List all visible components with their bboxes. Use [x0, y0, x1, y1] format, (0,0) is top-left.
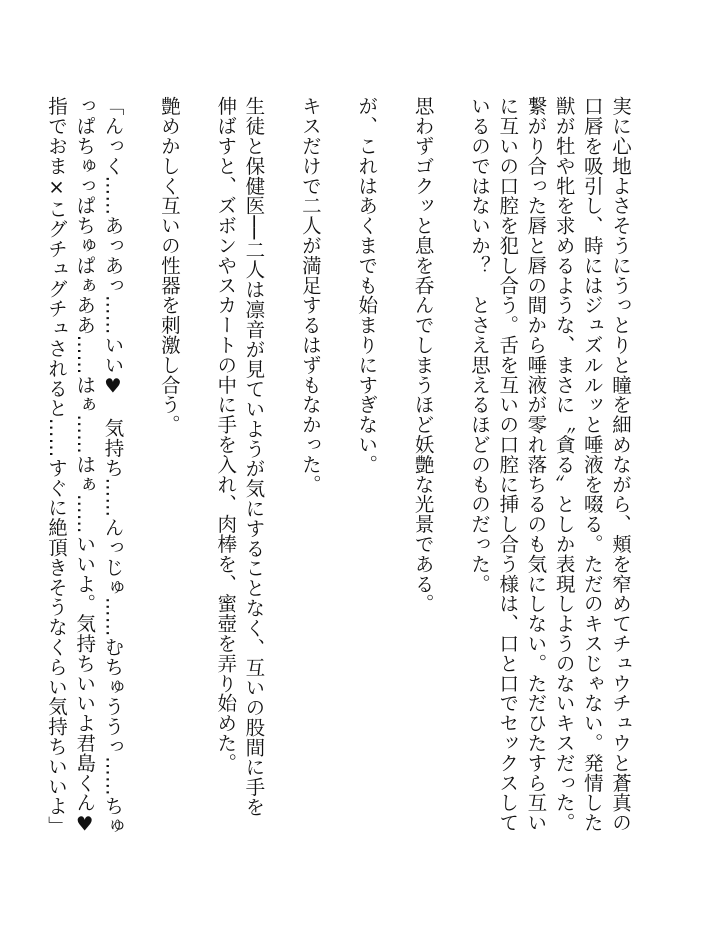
blank-line: [183, 96, 211, 836]
paragraph: 繋がり合った唇と唇の間から唾液が零れ落ちるのも気にしない。ただひたすら互いに互いの口腔を犯し合う。舌を互いの口腔に挿し合う様は、口と口でセックスしているのではないか？ とさえ思えるほどのものだった。: [467, 96, 548, 833]
paragraph: キスだけで二人が満足するはずもなかった。: [298, 96, 322, 494]
blank-line: [380, 96, 408, 836]
paragraph: 艶めかしく互いの性器を刺激し合う。: [157, 96, 181, 435]
paragraph: 思わずゴクッと息を呑んでしまうほど妖艶な光景である。: [411, 96, 435, 614]
dialogue-paragraph: 「んっく……あっあっ……いい♥ 気持ち……んっじゅ……むちゅううっ……ちゅっぱちゅっぱちゅぱぁああ……はぁ……はぁ……いいよ。気持ちいいよ君島くん♥ 指でおま×こグチュグチュされると……すぐに絶頂きそうなくらい気持ちいいよ」: [45, 96, 125, 856]
paragraph: 実に心地よさそうにうっとりと瞳を細めながら、頬を窄めてチュウチュウと蒼真の口唇を吸引し、時にはジュズルルッと唾液を啜る。ただのキスじゃない。発情した獣が牡や牝を求めるような、まさに〝貪る〟としか表現しようのないキスだった。: [552, 96, 632, 833]
blank-line: [126, 96, 154, 836]
blank-line: [267, 96, 295, 836]
blank-line: [324, 96, 352, 836]
paragraph: 生徒と保健医──二人は凛音が見ていようが気にすることなく、互いの股間に手を伸ばすと、ズボンやスカートの中に手を入れ、肉棒を、蜜壺を弄り始めた。: [214, 96, 266, 817]
blank-line: [437, 96, 465, 836]
vertical-text-body: [42, 96, 634, 856]
paragraph: が、これはあくまでも始まりにすぎない。: [355, 96, 379, 475]
